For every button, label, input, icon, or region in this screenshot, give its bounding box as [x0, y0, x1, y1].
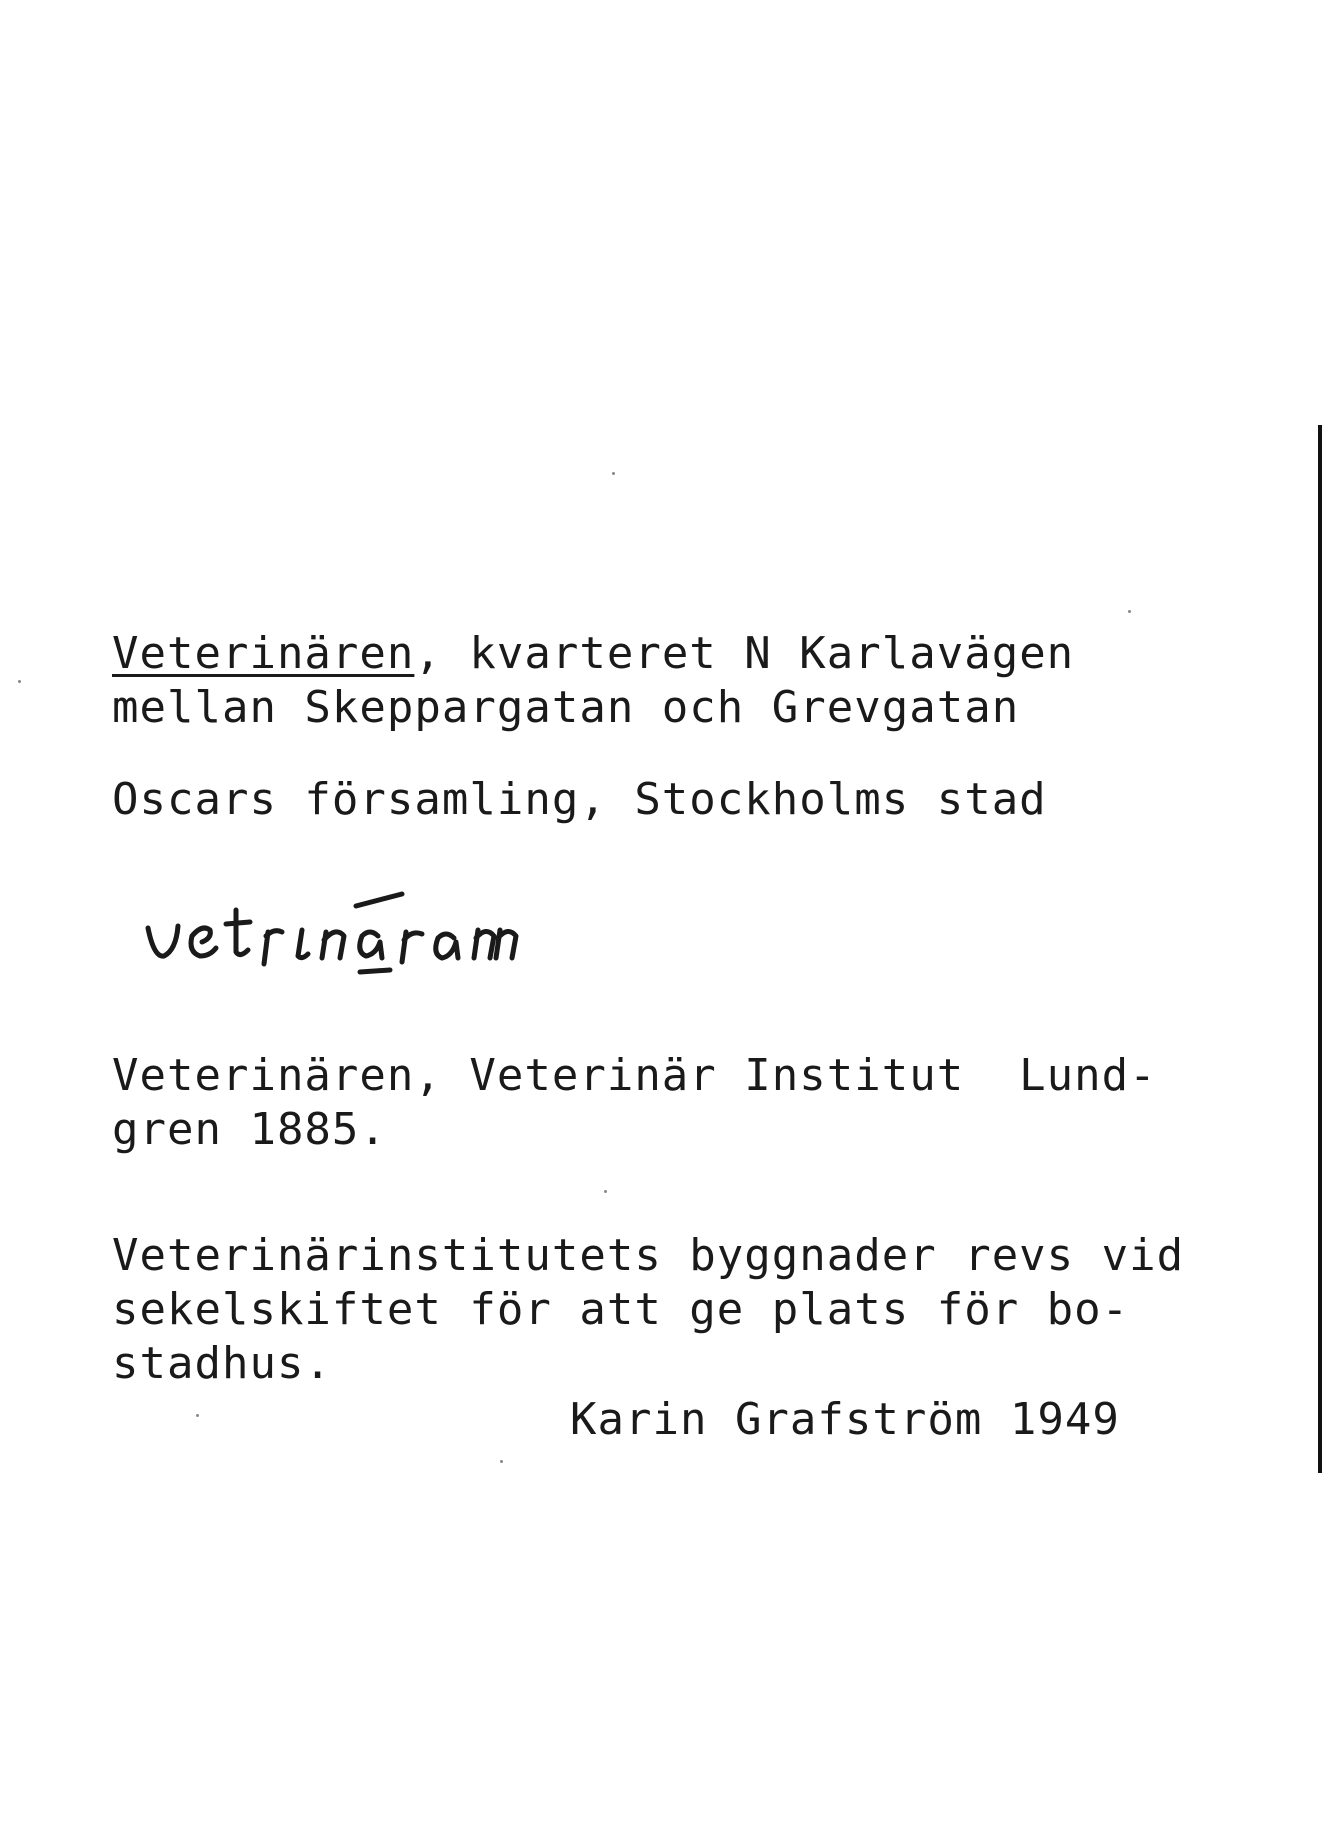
- location-line: mellan Skeppargatan och Grevgatan: [112, 682, 1020, 733]
- history-line-1: Veterinärinstitutets byggnader revs vid: [112, 1230, 1185, 1281]
- title-underlined-word: Veterinären: [112, 628, 415, 679]
- description-line-2: gren 1885.: [112, 1104, 387, 1155]
- paper-speck: [500, 1460, 503, 1463]
- history-line-3: stadhus.: [112, 1338, 332, 1389]
- paper-speck: [1128, 610, 1131, 613]
- description-line-1: Veterinären, Veterinär Institut Lund-: [112, 1050, 1157, 1101]
- author-signature-line: Karin Grafström 1949: [570, 1394, 1120, 1445]
- handwritten-annotation: [140, 880, 580, 990]
- title-line: [112, 628, 1074, 680]
- paper-speck: [196, 1414, 199, 1417]
- title-rest: , kvarteret N Karlavägen: [414, 628, 1075, 679]
- paper-speck: [612, 472, 615, 475]
- paper-speck: [18, 680, 21, 683]
- history-line-2: sekelskiftet för att ge plats för bo-: [112, 1284, 1130, 1335]
- paper-speck: [604, 1190, 607, 1193]
- card-right-edge-line: [1318, 425, 1322, 1473]
- parish-line: Oscars församling, Stockholms stad: [112, 774, 1047, 825]
